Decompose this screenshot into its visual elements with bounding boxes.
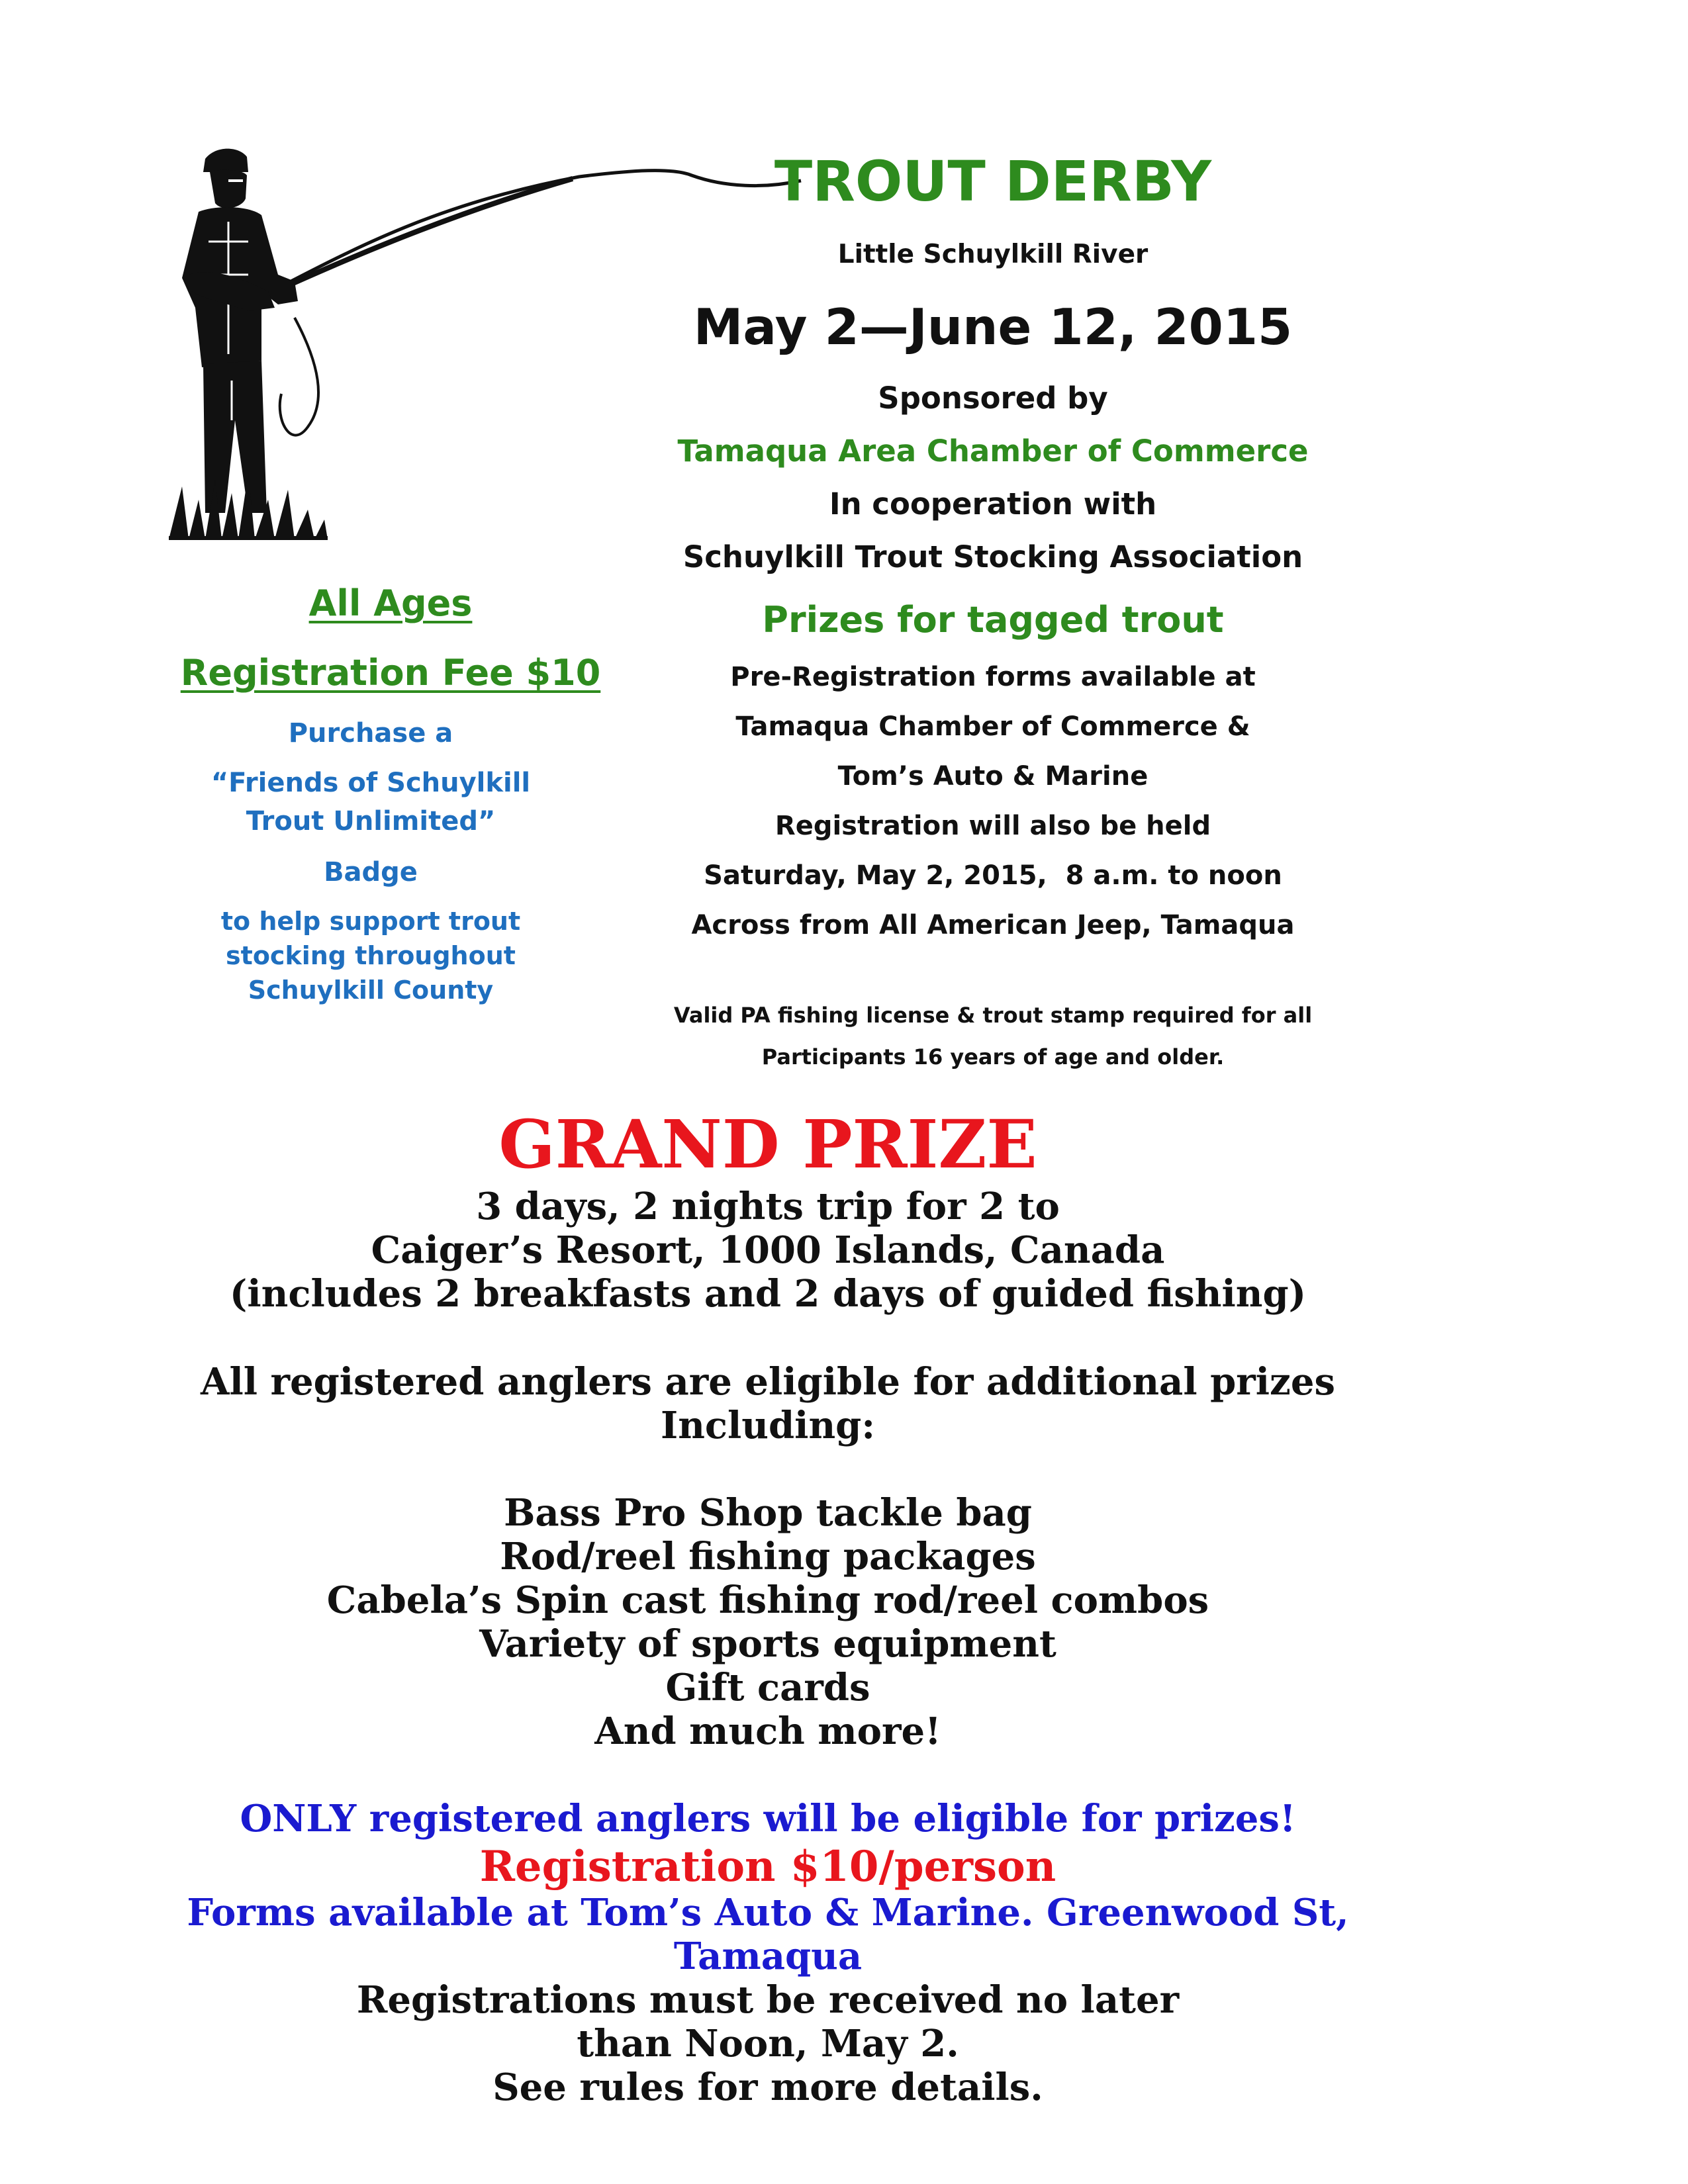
badge-name: Trout Unlimited” <box>246 806 496 837</box>
grand-prize-line: Caiger’s Resort, 1000 Islands, Canada <box>371 1228 1165 1272</box>
prize-item: Gift cards <box>665 1666 870 1709</box>
forms-location: Tamaqua <box>673 1934 863 1978</box>
registration-price: Registration $10/person <box>479 1842 1056 1891</box>
support-line: stocking throughout <box>226 941 516 970</box>
license-note: Valid PA fishing license & trout stamp required for all <box>673 1003 1313 1028</box>
badge-label: Badge <box>324 857 418 887</box>
prize-item: And much more! <box>594 1709 941 1753</box>
additional-intro: All registered anglers are eligible for additional prizes <box>201 1360 1335 1404</box>
sponsor-name: Tamaqua Area Chamber of Commerce <box>677 433 1309 469</box>
grand-prize-heading: GRAND PRIZE <box>498 1105 1037 1183</box>
detail-line: Tom’s Auto & Marine <box>837 761 1149 792</box>
prize-item: Rod/reel fishing packages <box>500 1535 1036 1578</box>
additional-intro: Including: <box>661 1404 875 1447</box>
license-note: Participants 16 years of age and older. <box>761 1044 1225 1069</box>
partner-name: Schuylkill Trout Stocking Association <box>682 539 1303 574</box>
deadline-line: Registrations must be received no later <box>356 1978 1180 2022</box>
event-title: TROUT DERBY <box>774 149 1212 214</box>
prizes-heading: Prizes for tagged trout <box>762 599 1224 641</box>
deadline-line: See rules for more details. <box>492 2066 1043 2109</box>
all-ages-label: All Ages <box>308 582 473 624</box>
event-dates: May 2—June 12, 2015 <box>693 298 1293 356</box>
support-line: to help support trout <box>220 907 521 936</box>
detail-line: Pre-Registration forms available at <box>730 662 1256 692</box>
deadline-line: than Noon, May 2. <box>577 2022 959 2066</box>
badge-name: “Friends of Schuylkill <box>211 768 531 798</box>
purchase-label: Purchase a <box>288 718 453 749</box>
detail-line: Registration will also be held <box>774 811 1211 841</box>
event-location: Little Schuylkill River <box>837 240 1149 269</box>
registration-fee: Registration Fee $10 <box>180 652 601 694</box>
forms-location: Forms available at Tom’s Auto & Marine. Greenwood St, <box>187 1891 1349 1934</box>
grand-prize-line: 3 days, 2 nights trip for 2 to <box>476 1185 1060 1228</box>
grand-prize-line: (includes 2 breakfasts and 2 days of guided fishing) <box>229 1272 1307 1316</box>
prize-item: Bass Pro Shop tackle bag <box>504 1491 1032 1535</box>
cooperation-label: In cooperation with <box>829 486 1157 522</box>
detail-line: Saturday, May 2, 2015, 8 a.m. to noon <box>704 860 1282 891</box>
sponsored-by-label: Sponsored by <box>878 381 1108 416</box>
prize-item: Variety of sports equipment <box>479 1622 1056 1666</box>
only-registered-notice: ONLY registered anglers will be eligible for prizes! <box>240 1797 1296 1841</box>
support-line: Schuylkill County <box>248 976 494 1005</box>
detail-line: Tamaqua Chamber of Commerce & <box>735 711 1250 742</box>
prize-item: Cabela’s Spin cast fishing rod/reel combos <box>326 1578 1209 1622</box>
detail-line: Across from All American Jeep, Tamaqua <box>691 910 1295 940</box>
